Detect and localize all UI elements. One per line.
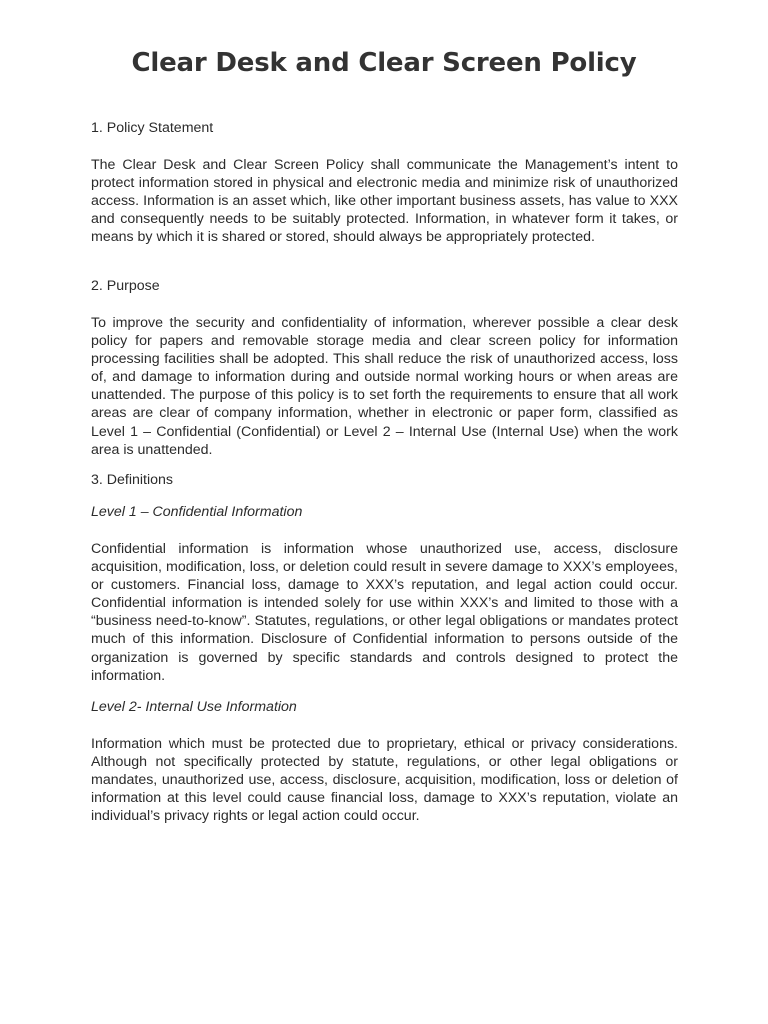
section-heading-purpose: 2. Purpose	[91, 278, 160, 294]
section-body-purpose: To improve the security and confidentiality of information, wherever possible a clear desk policy for papers and removable storage media and clear screen policy for information processing facilities shall be adopted. This shall reduce the risk of unauthorized access, loss of, and damage to information during and outside normal working hours or when areas are unattended. The purpose of this policy is to set forth the requirements to ensure that all work areas are clear of company information, whether in electronic or paper form, classified as Level 1 – Confidential (Confidential) or Level 2 – Internal Use (Internal Use) when the work area is unattended.	[91, 315, 678, 458]
body-level-2: Information which must be protected due to proprietary, ethical or privacy considerations. Although not specifically protected by statute, regulations, or other legal obligations or mandates, unauthorized use, access, disclosure, acquisition, modification, loss or deletion of information at this level could cause financial loss, damage to XXX’s reputation, violate an individual’s privacy rights or legal action could occur.	[91, 736, 678, 825]
document-title: Clear Desk and Clear Screen Policy	[131, 48, 637, 78]
section-body-policy-statement: The Clear Desk and Clear Screen Policy shall communicate the Management’s intent to protect information stored in physical and electronic media and minimize risk of unauthorized access. Information is an asset which, like other important business assets, has value to XXX and consequently needs to be suitably protected. Information, in whatever form it takes, or means by which it is shared or stored, should always be appropriately protected.	[91, 157, 678, 246]
subheading-level-1: Level 1 – Confidential Information	[91, 504, 303, 520]
section-heading-policy-statement: 1. Policy Statement	[91, 120, 214, 136]
body-level-1: Confidential information is information whose unauthorized use, access, disclosure acquisition, modification, loss, or deletion could result in severe damage to XXX’s employees, or customers. Financial loss, damage to XXX’s reputation, and legal action could occur. Confidential information is intended solely for use within XXX’s and limited to those with a “business need-to-know”. Statutes, regulations, or other legal obligations or mandates protect much of this information. Disclosure of Confidential information to persons outside of the organization is governed by specific standards and controls designed to protect the information.	[91, 541, 678, 684]
section-heading-definitions: 3. Definitions	[91, 472, 174, 488]
subheading-level-2: Level 2- Internal Use Information	[91, 699, 297, 715]
